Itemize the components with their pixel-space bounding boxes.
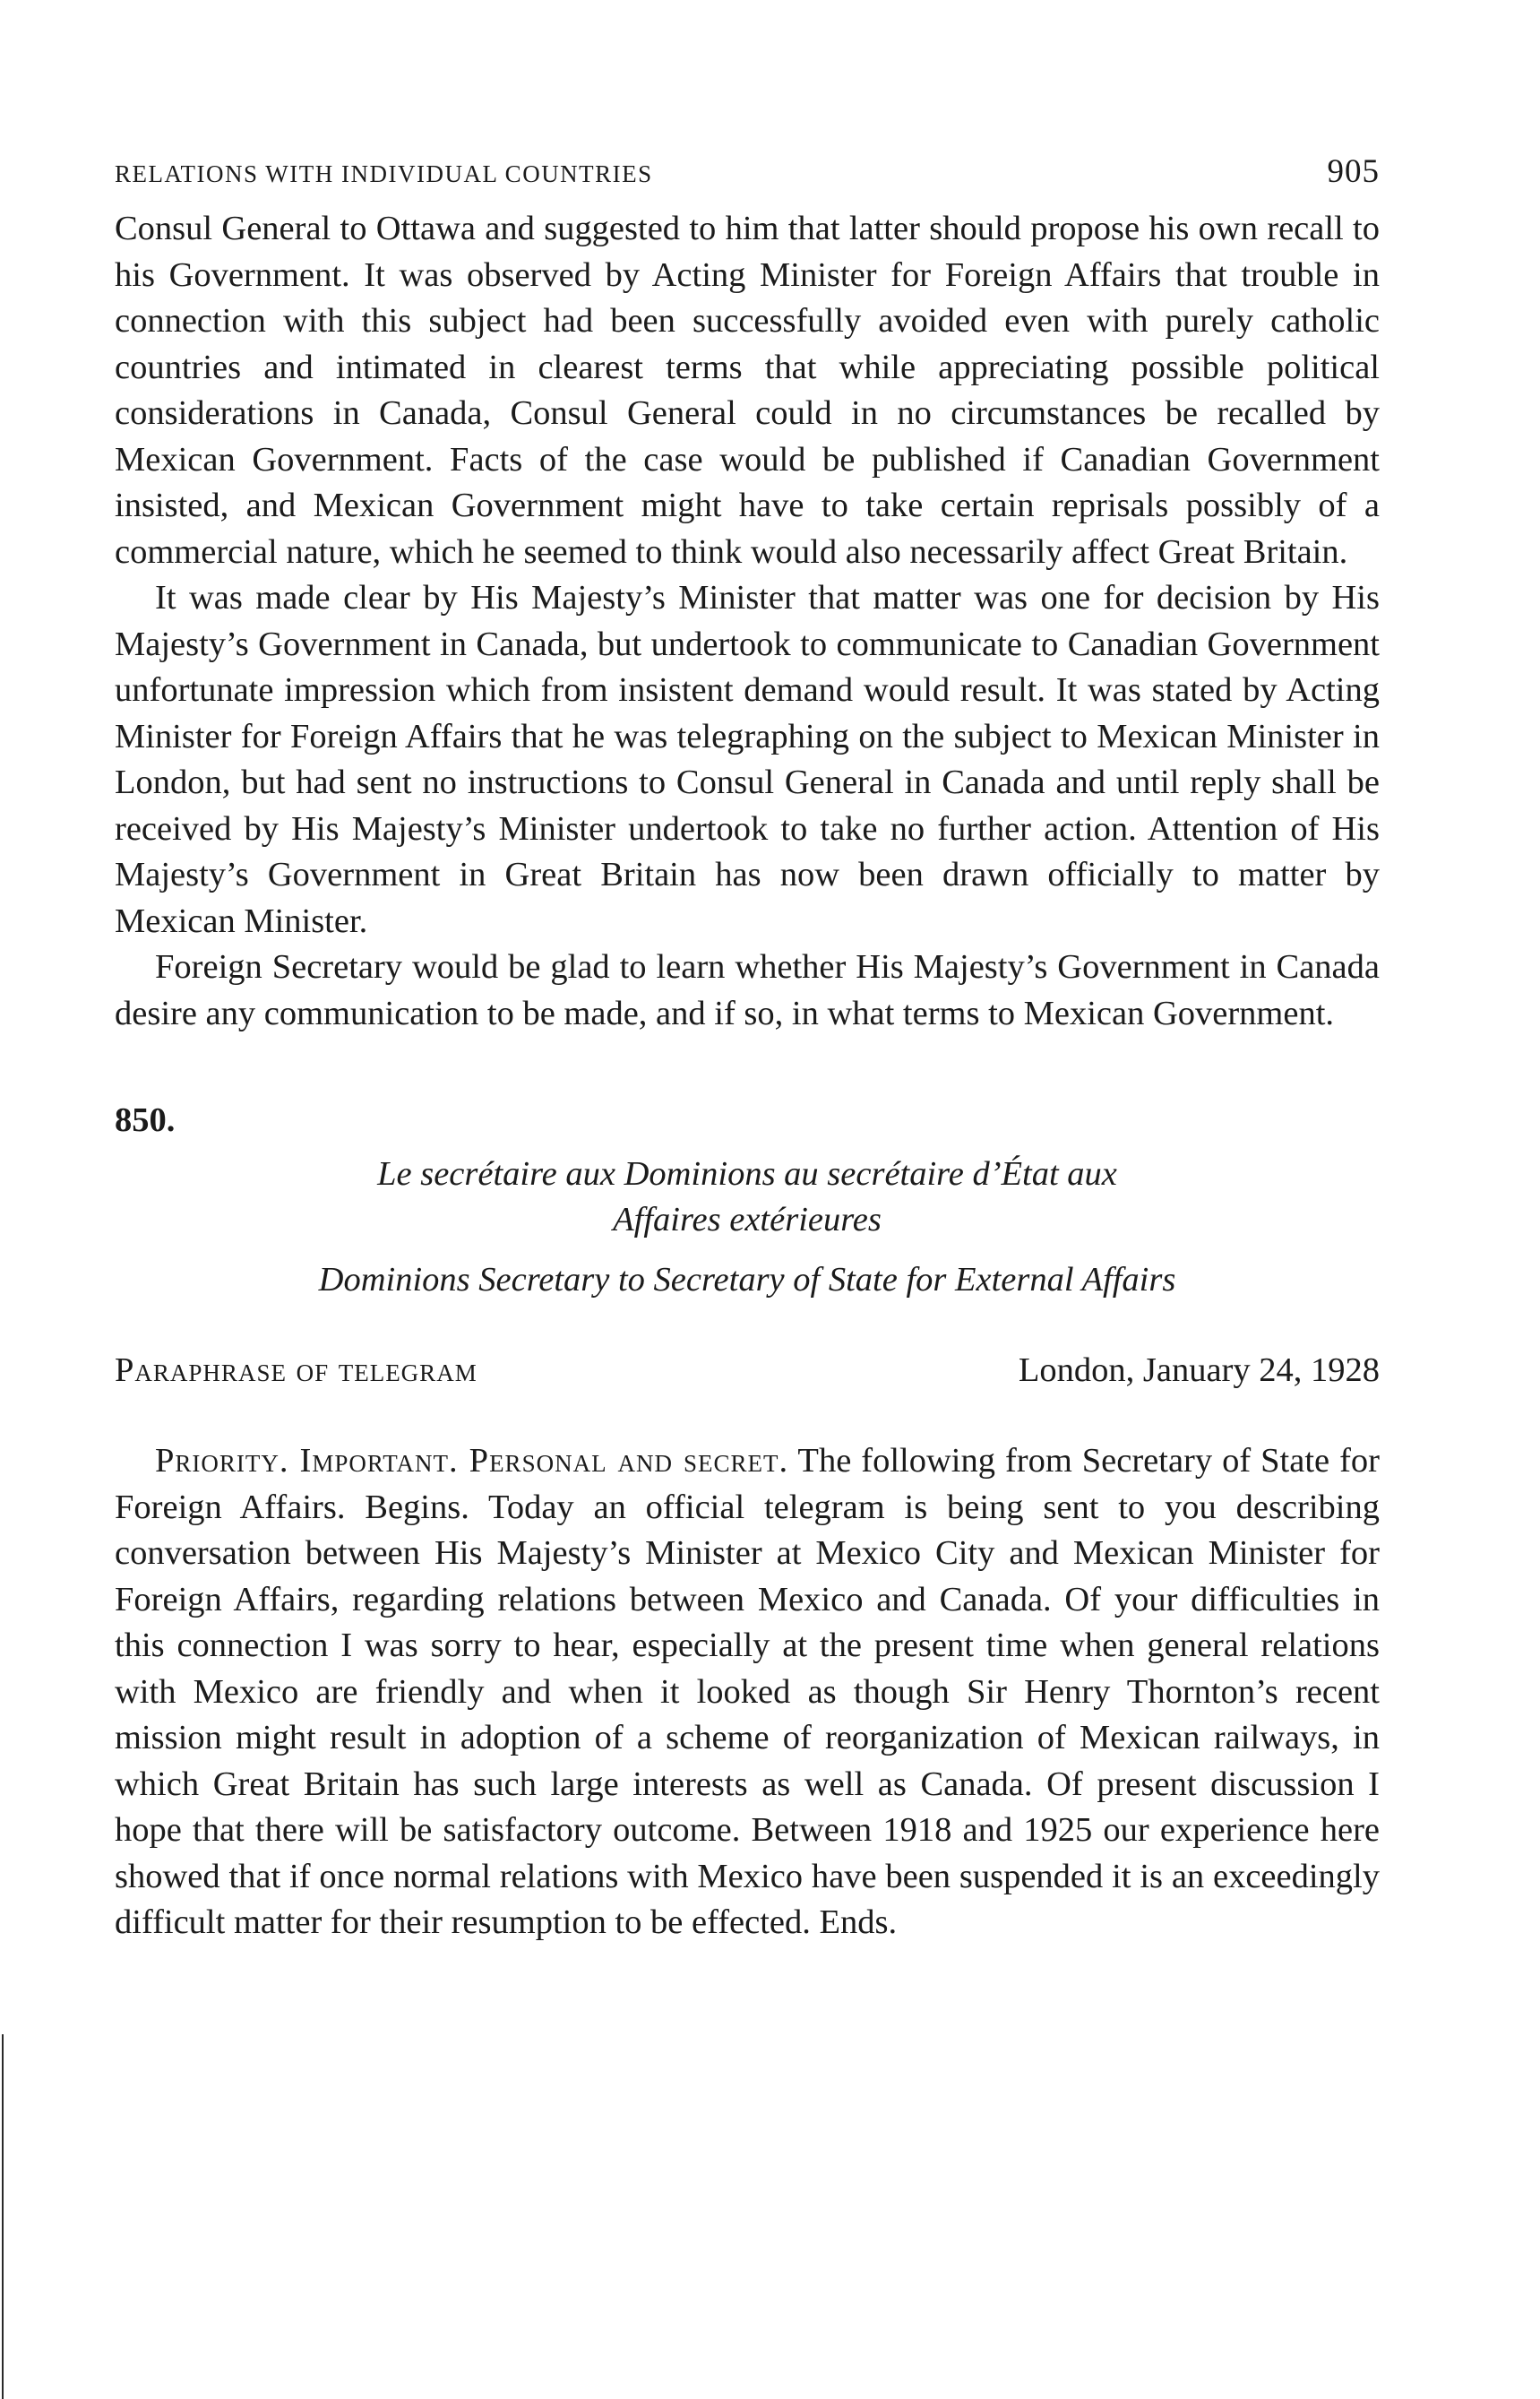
continuation-paragraph-3: Foreign Secretary would be glad to learn whether His Majesty’s Government in Canada desire any communication to be made, and if so, in what terms to Mexican Government. xyxy=(115,948,1380,1032)
heading-french-line-1: Le secrétaire aux Dominions au secrétaire d’État aux xyxy=(377,1155,1117,1193)
continuation-paragraph-2: It was made clear by His Majesty’s Minister that matter was one for decision by His Majesty’s Government in Canada, but undertook to communicate to Canadian Government unfortunate impression which from insistent demand would result. It was stated by Acting Minister for Foreign Affairs that he was telegraphing on the subject to Mexican Minister in London, but had sent no instructions to Consul General in Canada and until reply shall be received by His Majesty’s Minister undertook to take no further action. Attention of His Majesty’s Government in Great Britain has now been drawn officially to matter by Mexican Minister. xyxy=(115,579,1380,940)
heading-french-line-2: Affaires extérieures xyxy=(613,1201,882,1238)
telegram-body xyxy=(115,1438,1380,1946)
continuation-paragraph-1: Consul General to Ottawa and suggested to him that latter should propose his own recall to his Government. It was observed by Acting Minister for Foreign Affairs that trouble in connection with this subject had been successfully avoided even with purely catholic countries and intimated in clearest terms that while appreciating possible political considerations in Canada, Consul General could in no circumstances be recalled by Mexican Government. Facts of the case would be published if Canadian Government insisted, and Mexican Government might have to take certain reprisals possibly of a commercial nature, which he seemed to think would also necessarily affect Great Britain. xyxy=(115,210,1380,571)
telegram-classification: Priority. Important. Personal and secret. xyxy=(155,1442,789,1480)
running-title: RELATIONS WITH INDIVIDUAL COUNTRIES xyxy=(115,160,653,187)
document-type: Paraphrase of telegram xyxy=(115,1351,477,1389)
scan-edge-line xyxy=(2,2034,4,2399)
page-number: 905 xyxy=(1327,153,1380,190)
heading-french xyxy=(115,1152,1380,1243)
heading-english: Dominions Secretary to Secretary of State for External Affairs xyxy=(318,1261,1176,1299)
running-header xyxy=(115,152,1380,206)
telegram-meta xyxy=(115,1348,1380,1394)
telegram-text: The following from Secretary of State for Foreign Affairs. Begins. Today an official telegram is being sent to you describing conversation between His Majesty’s Minister at Mexico City and Mexican Minister for Foreign Affairs, regarding relations between Mexico and Canada. Of your difficulties in this connection I was sorry to hear, especially at the present time when general relations with Mexico are friendly and when it looked as though Sir Henry Thornton’s recent mission might result in adoption of a scheme of reorganization of Mexican railways, in which Great Britain has such large interests as well as Canada. Of present discussion I hope that there will be satisfactory outcome. Between 1918 and 1925 our experience here showed that if once normal relations with Mexico have been suspended it is an exceedingly difficult matter for their resumption to be effected. Ends. xyxy=(115,1442,1380,1941)
document-number: 850. xyxy=(115,1101,176,1139)
document-page xyxy=(115,152,1380,1946)
place-date: London, January 24, 1928 xyxy=(1018,1351,1380,1389)
